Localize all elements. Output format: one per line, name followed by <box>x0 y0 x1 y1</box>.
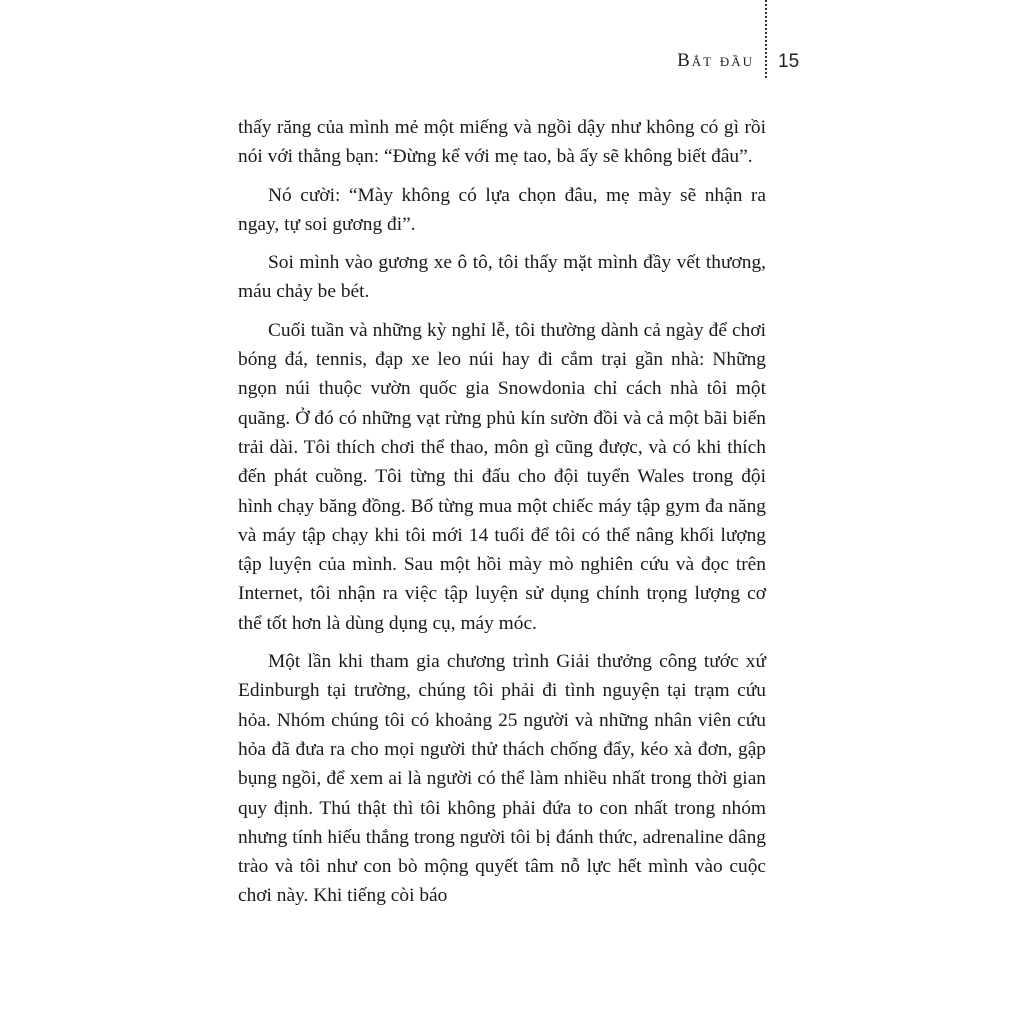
paragraph: Nó cười: “Mày không có lựa chọn đâu, mẹ mày sẽ nhận ra ngay, tự soi gương đi”. <box>238 184 766 235</box>
body-text <box>238 113 766 911</box>
paragraph-continuation: thấy răng của mình mẻ một miếng và ngồi dậy như không có gì rồi nói với thằng bạn: “Đừng kể với mẹ tao, bà ấy sẽ không biết đâu”. <box>238 117 766 168</box>
paragraph: Cuối tuần và những kỳ nghỉ lễ, tôi thường dành cả ngày để chơi bóng đá, tennis, đạp xe leo núi hay đi cắm trại gần nhà: Những ngọn núi thuộc vườn quốc gia Snowdonia chỉ cách nhà tôi một quãng. Ở đó có những vạt rừng phủ kín sườn đồi và cả một bãi biển trải dài. Tôi thích chơi thể thao, môn gì cũng được, và có khi thích đến phát cuồng. Tôi từng thi đấu cho đội tuyển Wales trong đội hình chạy băng đồng. Bố từng mua một chiếc máy tập gym đa năng và máy tập chạy khi tôi mới 14 tuổi để tôi có thể nâng khối lượng tập luyện của mình. Sau một hồi mày mò nghiên cứu và đọc trên Internet, tôi nhận ra việc tập luyện sử dụng chính trọng lượng cơ thể tốt hơn là dùng dụng cụ, máy móc. <box>238 319 766 634</box>
paragraph: Một lần khi tham gia chương trình Giải thưởng công tước xứ Edinburgh tại trường, chúng tôi phải đi tình nguyện tại trạm cứu hỏa. Nhóm chúng tôi có khoảng 25 người và những nhân viên cứu hỏa đã đưa ra cho mọi người thử thách chống đẩy, kéo xà đơn, gập bụng ngồi, để xem ai là người có thể làm nhiều nhất trong thời gian quy định. Thú thật thì tôi không phải đứa to con nhất trong nhóm nhưng tính hiếu thắng trong người tôi bị đánh thức, adrenaline dâng trào và tôi như con bò mộng quyết tâm nỗ lực hết mình vào cuộc chơi này. Khi tiếng còi báo <box>238 651 766 907</box>
page-number: 15 <box>778 51 800 72</box>
paragraph: Soi mình vào gương xe ô tô, tôi thấy mặt mình đầy vết thương, máu chảy be bét. <box>238 252 766 303</box>
header-dotted-divider <box>765 0 767 78</box>
running-head: Bắt đầu <box>677 50 754 71</box>
